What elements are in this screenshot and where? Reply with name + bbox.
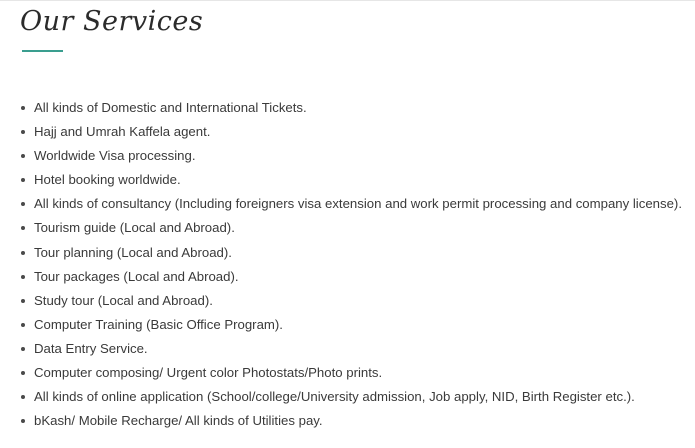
bullet-icon xyxy=(21,226,25,230)
service-text: All kinds of Domestic and International Tickets. xyxy=(34,100,307,115)
service-text: Computer Training (Basic Office Program). xyxy=(34,316,283,332)
service-item xyxy=(0,96,682,120)
service-item xyxy=(0,265,682,289)
bullet-icon xyxy=(21,395,25,399)
service-item xyxy=(0,168,682,192)
bullet-icon xyxy=(21,299,25,303)
service-item xyxy=(0,313,682,337)
service-text: Computer composing/ Urgent color Photostats/Photo prints. xyxy=(34,365,383,381)
title-underline xyxy=(22,50,63,52)
service-text: All kinds of consultancy (Including foreigners visa extension and work permit processing and company license). xyxy=(34,196,682,212)
service-text: Data Entry Service. xyxy=(34,340,148,356)
service-text: Hajj and Umrah Kaffela agent. xyxy=(34,124,211,140)
service-text: Hotel booking worldwide. xyxy=(34,172,181,188)
service-item xyxy=(0,409,682,433)
bullet-icon xyxy=(21,275,25,279)
service-text: bKash/ Mobile Recharge/ All kinds of Utilities pay. xyxy=(34,413,323,429)
section-title: Our Services xyxy=(20,6,204,37)
service-text: Tour packages (Local and Abroad). xyxy=(34,268,239,284)
bullet-icon xyxy=(21,130,25,134)
service-item xyxy=(0,361,682,385)
bullet-icon xyxy=(21,347,25,351)
service-item xyxy=(0,241,682,265)
bullet-icon xyxy=(21,419,25,423)
service-text: Tour planning (Local and Abroad). xyxy=(34,244,232,260)
service-item xyxy=(0,144,682,168)
service-text: All kinds of online application (School/college/University admission, Job apply, NID, Birth Register etc.). xyxy=(34,389,635,405)
service-text: Worldwide Visa processing. xyxy=(34,148,196,164)
services-list xyxy=(0,96,682,433)
bullet-icon xyxy=(21,106,25,110)
service-item xyxy=(0,120,682,144)
bullet-icon xyxy=(21,178,25,182)
service-text: Study tour (Local and Abroad). xyxy=(34,292,213,308)
service-text: Tourism guide (Local and Abroad). xyxy=(34,220,235,236)
bullet-icon xyxy=(21,323,25,327)
bullet-icon xyxy=(21,202,25,206)
bullet-icon xyxy=(21,371,25,375)
service-item xyxy=(0,337,682,361)
top-divider xyxy=(0,0,695,1)
service-item xyxy=(0,216,682,240)
bullet-icon xyxy=(21,251,25,255)
service-item xyxy=(0,192,682,216)
service-item xyxy=(0,289,682,313)
service-item xyxy=(0,385,682,409)
bullet-icon xyxy=(21,154,25,158)
